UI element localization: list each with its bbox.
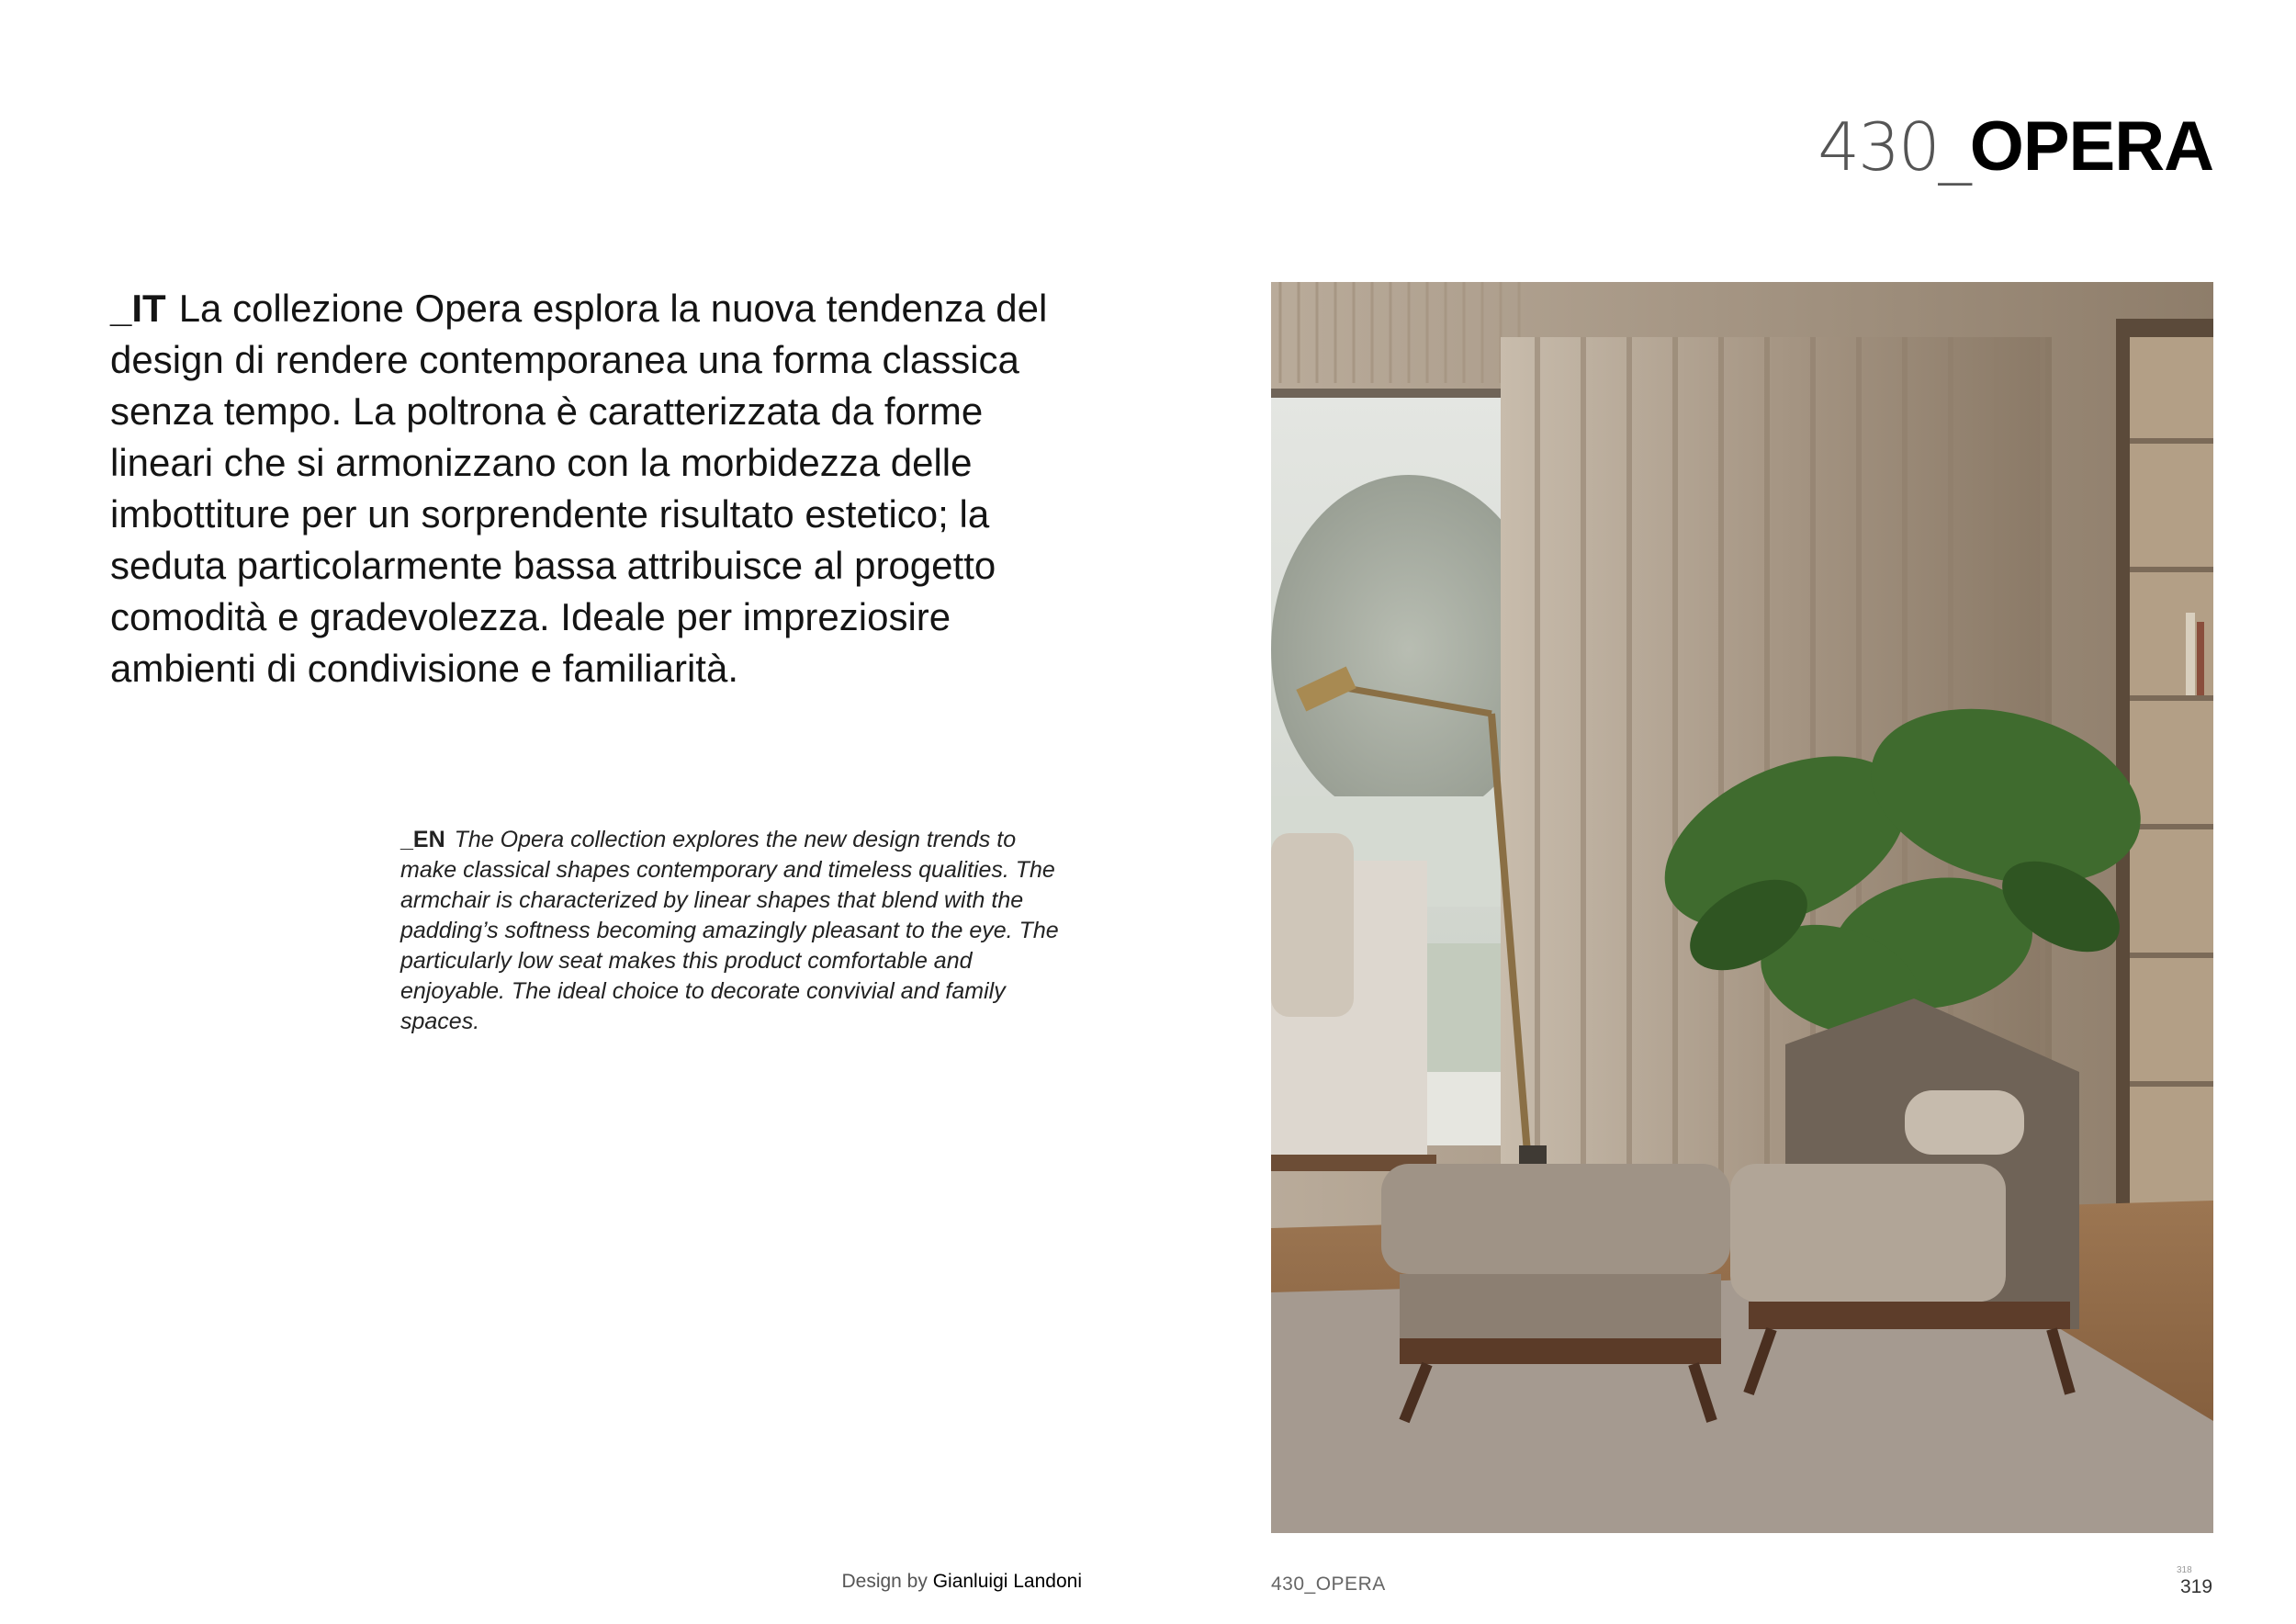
designer-name: Gianluigi Landoni (932, 1571, 1082, 1592)
english-lang-tag: _EN (400, 827, 445, 852)
english-body: The Opera collection explores the new design trends to make classical shapes contemporary and timeless qualities. The armchair is characterized by linear shapes that blend with the padding’s softness becoming amazingly pleasant to the eye. The particularly low seat makes this product comfortable and enjoyable. The ideal choice to decorate convivial and family spaces. (400, 827, 1059, 1034)
italian-body: La collezione Opera esplora la nuova tendenza del design di rendere contemporanea una forma classica senza tempo. La poltrona è caratterizzata da forme lineari che si armonizzano con la morbidezza delle imbottiture per un sorprendente risultato estetico; la seduta particolarmente bassa attribuisce al progetto comodità e gradevolezza. Ideale per impreziosire ambienti di condivisione e familiarità. (110, 287, 1048, 690)
design-credit (806, 1571, 1082, 1593)
english-description (400, 825, 1062, 1037)
page-title (1818, 107, 2213, 186)
design-credit-prefix: Design by (841, 1571, 928, 1592)
italian-description (110, 283, 1084, 694)
product-photo (1271, 282, 2213, 1533)
title-name: OPERA (1969, 107, 2213, 186)
italian-lang-tag: _IT (110, 287, 166, 330)
previous-page-number: 318 (2177, 1565, 2192, 1575)
page-number: 319 (2180, 1576, 2213, 1597)
title-number: 430_ (1818, 108, 1970, 186)
footer-collection-name: 430_OPERA (1271, 1573, 1386, 1595)
